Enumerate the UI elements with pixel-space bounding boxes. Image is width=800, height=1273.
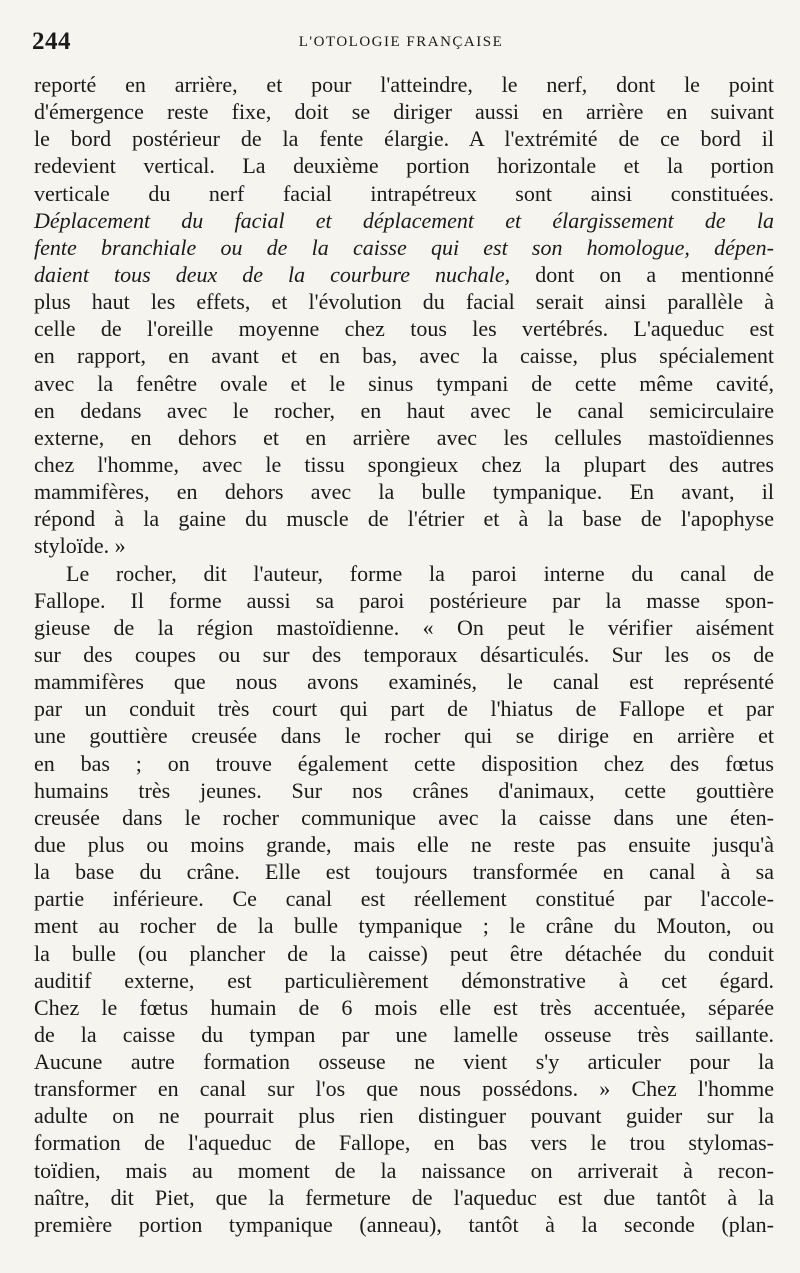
text-line xyxy=(34,1021,774,1048)
text-segment: en bas ; on trouve également cette disposition chez des fœtus xyxy=(34,750,774,776)
text-line xyxy=(34,804,774,831)
text-line xyxy=(34,397,774,424)
text-line xyxy=(34,532,774,559)
text-segment: transformer en canal sur l'os que nous possédons. » Chez l'homme xyxy=(34,1076,774,1102)
text-segment: toïdien, mais au moment de la naissance on arriverait à recon- xyxy=(34,1157,774,1183)
text-segment: Aucune autre formation osseuse ne vient s'y articuler pour la xyxy=(34,1049,774,1075)
text-segment: redevient vertical. La deuxième portion horizontale et la portion xyxy=(34,153,774,179)
text-line xyxy=(34,288,774,315)
text-line xyxy=(34,180,774,207)
text-line xyxy=(34,1102,774,1129)
text-line xyxy=(34,1184,774,1211)
text-segment: gieuse de la région mastoïdienne. « On peut le vérifier aisément xyxy=(34,614,774,640)
text-line xyxy=(34,152,774,179)
text-segment: chez l'homme, avec le tissu spongieux chez la plupart des autres xyxy=(34,451,774,477)
text-line xyxy=(34,370,774,397)
italic-text: fente branchiale ou de la caisse qui est son homologue, dépen- xyxy=(34,234,774,260)
text-line xyxy=(34,695,774,722)
text-line xyxy=(34,967,774,994)
text-line xyxy=(34,424,774,451)
text-line xyxy=(34,98,774,125)
text-line xyxy=(34,207,774,234)
text-line xyxy=(34,342,774,369)
text-line xyxy=(34,261,774,288)
text-line xyxy=(34,587,774,614)
text-segment: Fallope. Il forme aussi sa paroi postérieure par la masse spon- xyxy=(34,587,774,613)
text-segment: par un conduit très court qui part de l'hiatus de Fallope et par xyxy=(34,696,774,722)
text-line xyxy=(34,858,774,885)
text-segment: la base du crâne. Elle est toujours transformée en canal à sa xyxy=(34,859,774,885)
text-line xyxy=(34,1129,774,1156)
text-line xyxy=(34,125,774,152)
text-segment: auditif externe, est particulièrement démonstrative à cet égard. xyxy=(34,967,774,993)
text-segment: la bulle (ou plancher de la caisse) peut être détachée du conduit xyxy=(34,940,774,966)
text-segment: verticale du nerf facial intrapétreux sont ainsi constituées. xyxy=(34,180,774,206)
text-segment: mammifères, en dehors avec la bulle tympanique. En avant, il xyxy=(34,479,774,505)
text-line xyxy=(34,994,774,1021)
text-segment: d'émergence reste fixe, doit se diriger aussi en arrière en suivant xyxy=(34,99,774,125)
text-segment: Le rocher, dit l'auteur, forme la paroi interne du canal de xyxy=(66,560,774,586)
italic-text: Déplacement du facial et déplacement et élargissement de la xyxy=(34,207,774,233)
text-segment: humains très jeunes. Sur nos crânes d'animaux, cette gouttière xyxy=(34,777,774,803)
text-line xyxy=(34,750,774,777)
text-segment: partie inférieure. Ce canal est réellement constitué par l'accole- xyxy=(34,886,774,912)
text-line xyxy=(34,315,774,342)
text-line xyxy=(34,668,774,695)
text-segment: le bord postérieur de la fente élargie. A l'extrémité de ce bord il xyxy=(34,126,774,152)
text-segment: en dedans avec le rocher, en haut avec le canal semicirculaire xyxy=(34,397,774,423)
text-segment: naître, dit Piet, que la fermeture de l'aqueduc est due tantôt à la xyxy=(34,1184,774,1210)
text-segment: plus haut les effets, et l'évolution du facial serait ainsi parallèle à xyxy=(34,289,774,315)
text-line xyxy=(34,1157,774,1184)
text-segment: mammifères que nous avons examinés, le canal est représenté xyxy=(34,669,774,695)
text-segment: formation de l'aqueduc de Fallope, en bas vers le trou stylomas- xyxy=(34,1130,774,1156)
page-header xyxy=(32,28,770,58)
text-line xyxy=(34,1075,774,1102)
text-line xyxy=(34,722,774,749)
text-segment: première portion tympanique (anneau), tantôt à la seconde (plan- xyxy=(34,1211,774,1237)
text-segment: celle de l'oreille moyenne chez tous les vertébrés. L'aqueduc est xyxy=(34,316,774,342)
text-line xyxy=(34,505,774,532)
text-segment: une gouttière creusée dans le rocher qui se dirige en arrière et xyxy=(34,723,774,749)
italic-text: daient tous deux de la courbure nuchale, xyxy=(34,261,511,287)
text-segment: creusée dans le rocher communique avec la caisse dans une éten- xyxy=(34,804,774,830)
text-line xyxy=(34,641,774,668)
text-line xyxy=(34,71,774,98)
text-segment: adulte on ne pourrait plus rien distinguer pouvant guider sur la xyxy=(34,1103,774,1129)
text-segment: due plus ou moins grande, mais elle ne reste pas ensuite jusqu'à xyxy=(34,831,774,857)
text-segment: externe, en dehors et en arrière avec les cellules mastoïdiennes xyxy=(34,424,774,450)
text-segment: Chez le fœtus humain de 6 mois elle est très accentuée, séparée xyxy=(34,994,774,1020)
text-line xyxy=(34,614,774,641)
body-text xyxy=(34,71,774,1238)
text-segment: répond à la gaine du muscle de l'étrier et à la base de l'apophyse xyxy=(34,506,774,532)
text-segment: dont on a mentionné xyxy=(510,261,774,287)
text-line xyxy=(34,451,774,478)
text-segment: sur des coupes ou sur des temporaux désarticulés. Sur les os de xyxy=(34,641,774,667)
text-line xyxy=(34,1048,774,1075)
text-line xyxy=(34,560,774,587)
text-line xyxy=(34,777,774,804)
text-segment: styloïde. » xyxy=(34,533,126,559)
text-line xyxy=(34,912,774,939)
text-segment: avec la fenêtre ovale et le sinus tympani de cette même cavité, xyxy=(34,370,774,396)
text-line xyxy=(34,831,774,858)
text-segment: reporté en arrière, et pour l'atteindre, le nerf, dont le point xyxy=(34,72,774,97)
text-line xyxy=(34,940,774,967)
text-line xyxy=(34,478,774,505)
page-number: 244 xyxy=(32,28,71,55)
text-line xyxy=(34,234,774,261)
text-segment: ment au rocher de la bulle tympanique ; le crâne du Mouton, ou xyxy=(34,913,774,939)
text-segment: de la caisse du tympan par une lamelle osseuse très saillante. xyxy=(34,1021,774,1047)
text-line xyxy=(34,885,774,912)
text-segment: en rapport, en avant et en bas, avec la caisse, plus spécialement xyxy=(34,343,774,369)
text-line xyxy=(34,1211,774,1238)
running-title: L'OTOLOGIE FRANÇAISE xyxy=(298,34,504,50)
